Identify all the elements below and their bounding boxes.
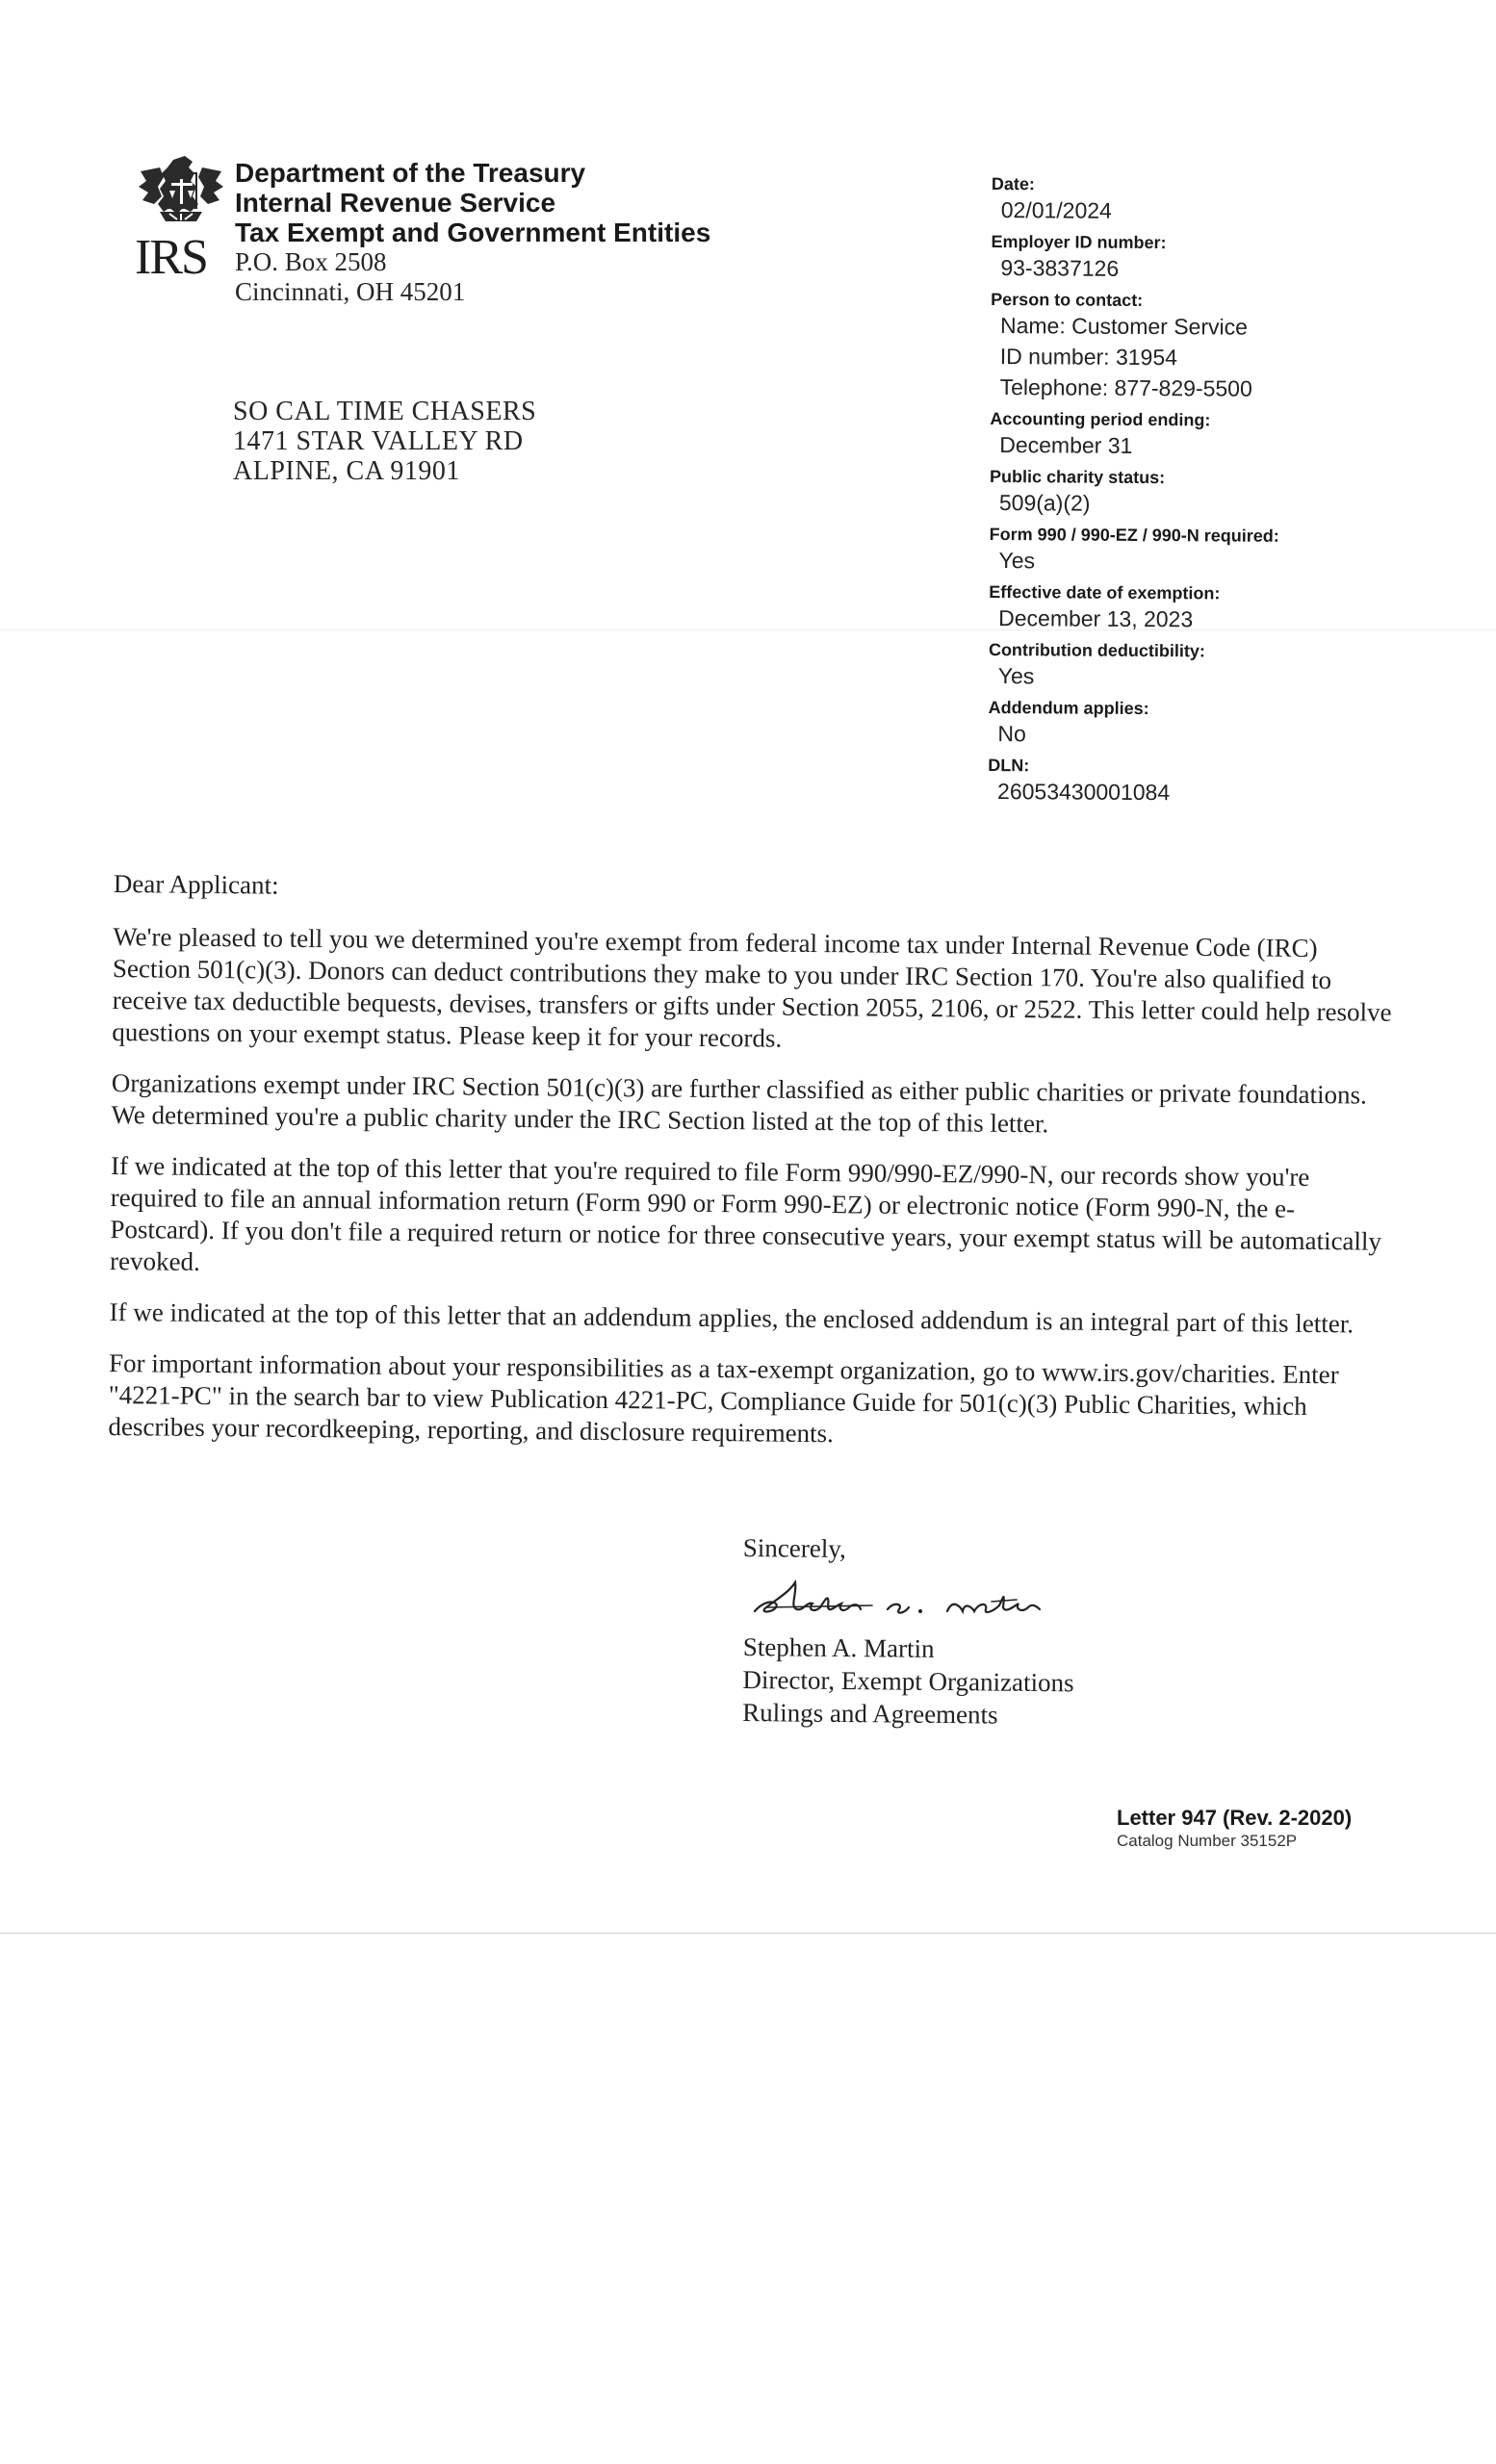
salutation: Dear Applicant: [113,868,279,900]
addendum-label: Addendum applies: [988,697,1149,719]
recipient-city: ALPINE, CA 91901 [233,456,460,486]
signer-title-2: Rulings and Agreements [742,1697,998,1730]
agency-line-1: Department of the Treasury [235,158,586,188]
contact-label: Person to contact: [991,289,1144,310]
irs-logo-text: IRS [135,230,207,285]
catalog-number: Catalog Number 35152P [1117,1832,1298,1850]
paragraph-1: We're pleased to tell you we determined you're exempt from federal income tax under Internal Revenue Code (IRC) Section 501(c)(3). Donors can deduct contributions they make to you under IRC Section 170. You're also qualified to receive tax deductible bequests, devises, transfers or gifts under Section 2055, 2106, or 2522. This letter could help resolve questions on your exempt status. Please keep it for your records. [112,921,1392,1053]
letter-info-panel [988,173,1415,815]
effective-date-label: Effective date of exemption: [989,581,1221,603]
signer-block [742,1630,1074,1732]
recipient-name: SO CAL TIME CHASERS [233,397,537,426]
accounting-field [990,408,1413,463]
signature-icon [747,1569,1094,1627]
charity-status-label: Public charity status: [990,466,1166,488]
form-required-field [989,524,1412,578]
accounting-value: December 31 [999,432,1133,458]
dln-field [988,755,1411,809]
addendum-field [988,697,1411,752]
charity-status-field [990,466,1413,521]
date-field [992,173,1415,228]
ein-label: Employer ID number: [991,231,1167,253]
charity-status-value: 509(a)(2) [998,490,1091,516]
signer-name: Stephen A. Martin [742,1631,935,1663]
effective-date-value: December 13, 2023 [998,605,1194,632]
scan-line-bottom [0,1933,1496,1934]
paragraph-2: Organizations exempt under IRC Section 501(c)(3) are further classified as either public charities or private foundations. We determined you're a public charity under the IRC Section listed at the top of this letter. [111,1067,1368,1139]
deductibility-label: Contribution deductibility: [988,639,1206,661]
dln-value: 26053430001084 [996,779,1171,806]
recipient-address [233,397,536,486]
paragraph-3: If we indicated at the top of this letter that you're required to file Form 990/990-EZ/990-N, our records show you're required to file an annual information return (Form 990 or Form 990-EZ) or electronic notice (Form 990-N, the e-Postcard). If you don't file a required return or notice for three consecutive years, your exempt status will be automatically revoked. [109,1150,1382,1276]
agency-header [235,158,710,307]
agency-line-2: Internal Revenue Service [235,188,556,218]
contact-id: ID number: 31954 [999,344,1178,371]
ein-field [991,231,1414,286]
form-number: Letter 947 (Rev. 2-2020) [1117,1806,1353,1830]
closing: Sincerely, [742,1533,846,1564]
paragraph-5: For important information about your responsibilities as a tax-exempt organization, go to www.irs.gov/charities. Enter "4221-PC" in the search bar to view Publication 4221-PC, Compliance Guide for 501(c)(3) Public Charities, which describes your recordkeeping, reporting, and disclosure requirements. [108,1348,1339,1449]
form-required-value: Yes [998,548,1036,574]
agency-address-1: P.O. Box 2508 [235,247,387,276]
signer-title-1: Director, Exempt Organizations [742,1664,1074,1698]
addendum-value: No [997,721,1026,747]
deductibility-value: Yes [997,663,1035,689]
dln-label: DLN: [988,755,1030,776]
agency-address-2: Cincinnati, OH 45201 [235,277,466,306]
form-footer [1117,1806,1352,1852]
irs-logo-icon [135,154,227,289]
form-required-label: Form 990 / 990-EZ / 990-N required: [989,524,1279,546]
paragraph-4: If we indicated at the top of this letter that an addendum applies, the enclosed addendum is an integral part of this letter. [109,1296,1354,1339]
date-value: 02/01/2024 [1000,197,1112,223]
recipient-street: 1471 STAR VALLEY RD [233,426,524,456]
contact-field [991,289,1415,405]
date-label: Date: [991,173,1036,194]
agency-line-3: Tax Exempt and Government Entities [235,218,711,247]
effective-date-field [989,581,1412,636]
contact-phone: Telephone: 877-829-5500 [999,374,1252,401]
accounting-label: Accounting period ending: [990,408,1211,430]
letter-body [108,868,1394,1475]
contact-name: Name: Customer Service [999,313,1249,340]
ein-value: 93-3837126 [1000,255,1120,281]
deductibility-field [989,639,1412,694]
